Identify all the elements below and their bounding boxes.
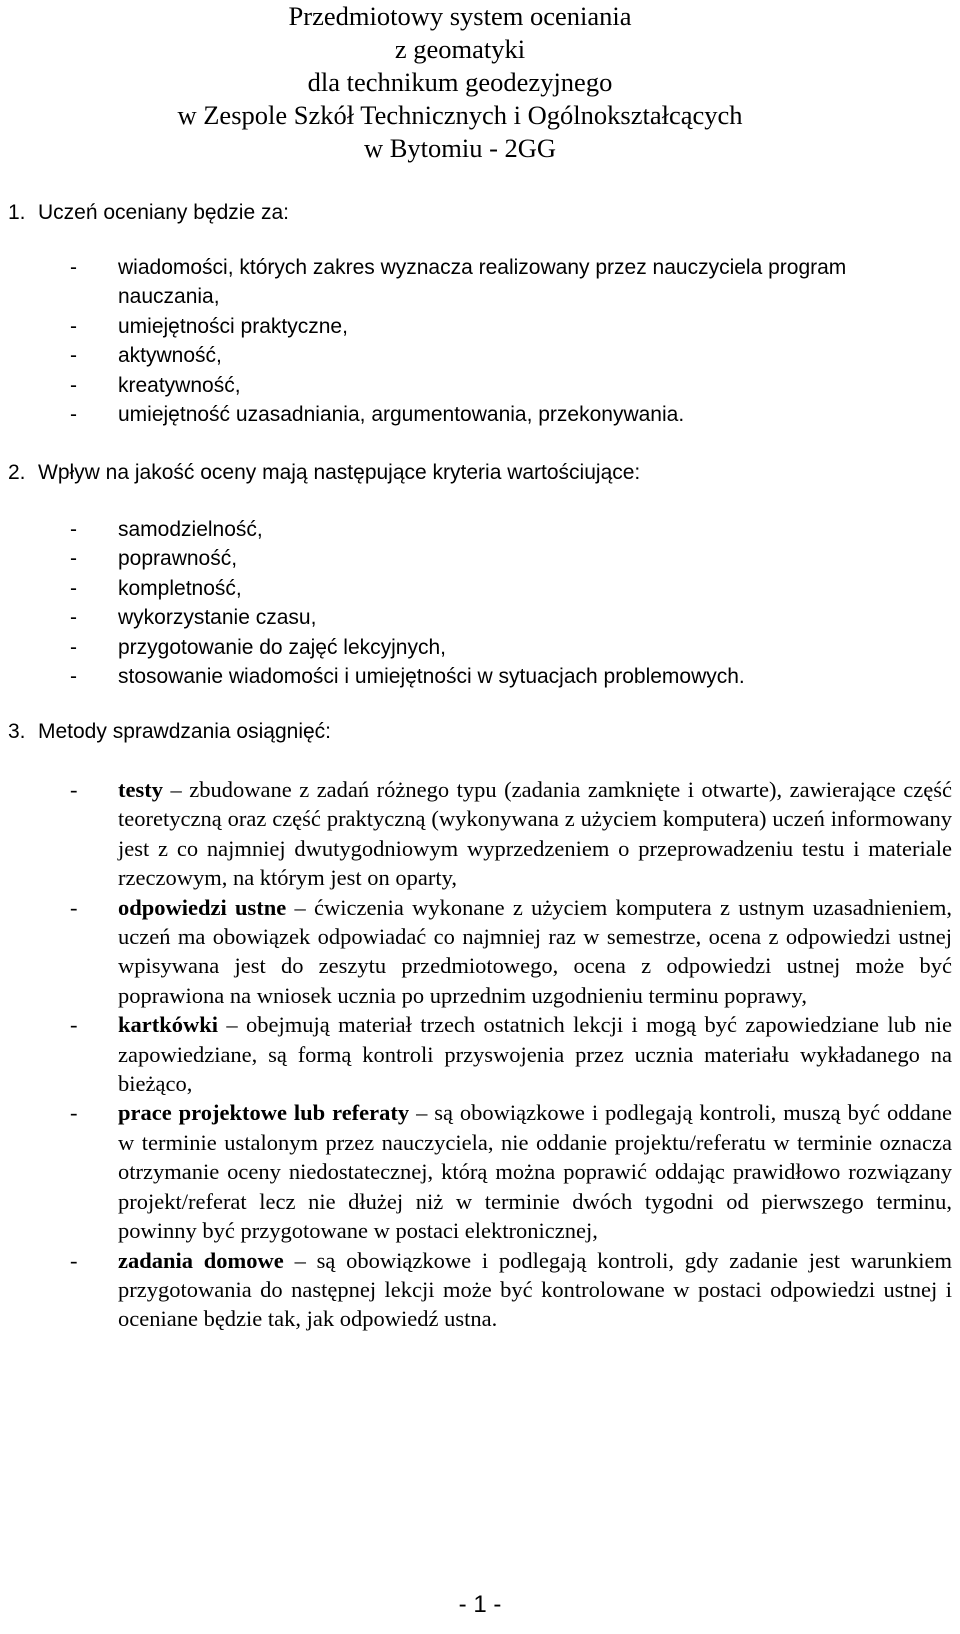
section-3-number: 3. bbox=[8, 720, 26, 743]
list-item-homework: - zadania domowe – są obowiązkowe i podlegają kontroli, gdy zadanie jest warunkiem przygotowania do następnej lekcji może być kontrolowane w postaci odpowiedzi ustnej i oceniane będzie tak, jak odpowiedź ustna. bbox=[70, 1247, 952, 1332]
list-item-projects: - prace projektowe lub referaty – są obowiązkowe i podlegają kontroli, muszą być oddane w terminie ustalonym przez nauczyciela, nie oddanie projektu/referatu w terminie oznacza otrzymanie oceny niedostatecznej, którą można poprawić oddając prawidłowo rozwiązany projekt/referat lecz nie dłużej niż w terminie dwóch tygodni od pierwszego terminu, powinny być przygotowane w postaci elektronicznej, bbox=[70, 1100, 952, 1244]
section-1-list bbox=[70, 253, 952, 429]
title-line-5: w Bytomiu - 2GG bbox=[363, 133, 557, 163]
term-label: prace projektowe lub referaty bbox=[118, 1100, 410, 1126]
term-description: – są obowiązkowe i podlegają kontroli, gdy zadanie jest warunkiem przygotowania do następnej lekcji może być kontrolowane w postaci odpowiedzi ustnej i oceniane będzie tak, jak odpowiedź ustna. bbox=[118, 1247, 952, 1332]
document-title bbox=[100, 0, 820, 165]
list-item: - umiejętności praktyczne, bbox=[70, 314, 348, 338]
term-description: – ćwiczenia wykonane z użyciem komputera z ustnym uzasadnieniem, uczeń ma obowiązek odpowiadać co najmniej raz w semestrze, ocena z odpowiedzi ustnej wpisywana jest do zeszytu przedmiotowego, ocena z odpowiedzi ustnej może być poprawiona na wniosek ucznia po uprzednim uzgodnieniu terminu poprawy, bbox=[118, 894, 952, 1008]
list-item: - stosowanie wiadomości i umiejętności w sytuacjach problemowych. bbox=[70, 665, 745, 689]
section-2-title: Wpływ na jakość oceny mają następujące kryteria wartościujące: bbox=[38, 461, 641, 484]
section-2-heading bbox=[8, 458, 640, 488]
list-item: - kreatywność, bbox=[70, 373, 241, 397]
term-label: zadania domowe bbox=[118, 1247, 284, 1273]
title-line-1: Przedmiotowy system oceniania bbox=[288, 1, 632, 31]
term-label: kartkówki bbox=[118, 1012, 219, 1038]
section-3-title: Metody sprawdzania osiągnięć: bbox=[38, 720, 331, 743]
list-item: - aktywność, bbox=[70, 344, 222, 368]
term-label: odpowiedzi ustne bbox=[118, 894, 287, 920]
term-label: testy bbox=[118, 777, 163, 802]
term-description: – są obowiązkowe i podlegają kontroli, muszą być oddane w terminie ustalonym przez nauczyciela, nie oddanie projektu/referatu w terminie oznacza otrzymanie oceny niedostatecznej, którą można poprawić oddając prawidłowo rozwiązany projekt/referat lecz nie dłużej niż w terminie dwóch tygodni od pierwszego terminu, powinny być przygotowane w postaci elektronicznej, bbox=[118, 1100, 952, 1244]
list-item: - umiejętność uzasadniania, argumentowania, przekonywania. bbox=[70, 403, 685, 427]
term-description: – obejmują materiał trzech ostatnich lekcji i mogą być zapowiedziane lub nie zapowiedziane, są formą kontroli przyswojenia przez ucznia materiału wykładanego na bieżąco, bbox=[118, 1012, 952, 1097]
section-1-number: 1. bbox=[8, 201, 26, 224]
list-item: - kompletność, bbox=[70, 576, 242, 600]
section-2-number: 2. bbox=[8, 461, 26, 484]
section-3-heading bbox=[8, 717, 331, 747]
title-line-4: w Zespole Szkół Technicznych i Ogólnokształcących bbox=[177, 100, 743, 130]
section-1-title: Uczeń oceniany będzie za: bbox=[38, 201, 289, 224]
list-item: - przygotowanie do zajęć lekcyjnych, bbox=[70, 635, 447, 659]
list-item: - wykorzystanie czasu, bbox=[70, 606, 317, 630]
section-2-list bbox=[70, 515, 952, 691]
list-item: - wiadomości, których zakres wyznacza realizowany przez nauczyciela program nauczania, bbox=[70, 256, 847, 309]
title-line-2: z geomatyki bbox=[394, 34, 526, 64]
title-line-3: dla technikum geodezyjnego bbox=[307, 67, 613, 97]
list-item-quizzes: - kartkówki – obejmują materiał trzech ostatnich lekcji i mogą być zapowiedziane lub nie zapowiedziane, są formą kontroli przyswojenia przez ucznia materiału wykładanego na bieżąco, bbox=[70, 1012, 952, 1097]
section-1-heading bbox=[8, 198, 289, 228]
page-number: - 1 - bbox=[458, 1591, 502, 1618]
list-item-oral: - odpowiedzi ustne – ćwiczenia wykonane z użyciem komputera z ustnym uzasadnieniem, uczeń ma obowiązek odpowiadać co najmniej raz w semestrze, ocena z odpowiedzi ustnej wpisywana jest do zeszytu przedmiotowego, ocena z odpowiedzi ustnej może być poprawiona na wniosek ucznia po uprzednim uzgodnieniu terminu poprawy, bbox=[70, 894, 952, 1008]
section-3-list bbox=[70, 775, 952, 1334]
list-item-tests: - testy – zbudowane z zadań różnego typu (zadania zamknięte i otwarte), zawierające część teoretyczną oraz część praktyczną (wykonywana z użyciem komputera) uczeń informowany jest z co najmniej dwutygodniowym wyprzedzeniem o przeprowadzeniu testu i materiale rzeczowym, na którym jest on oparty, bbox=[70, 777, 952, 891]
list-item: - poprawność, bbox=[70, 547, 238, 571]
term-description: – zbudowane z zadań różnego typu (zadania zamknięte i otwarte), zawierające część teoretyczną oraz część praktyczną (wykonywana z użyciem komputera) uczeń informowany jest z co najmniej dwutygodniowym wyprzedzeniem o przeprowadzeniu testu i materiale rzeczowym, na którym jest on oparty, bbox=[118, 777, 952, 891]
list-item: - samodzielność, bbox=[70, 518, 263, 541]
